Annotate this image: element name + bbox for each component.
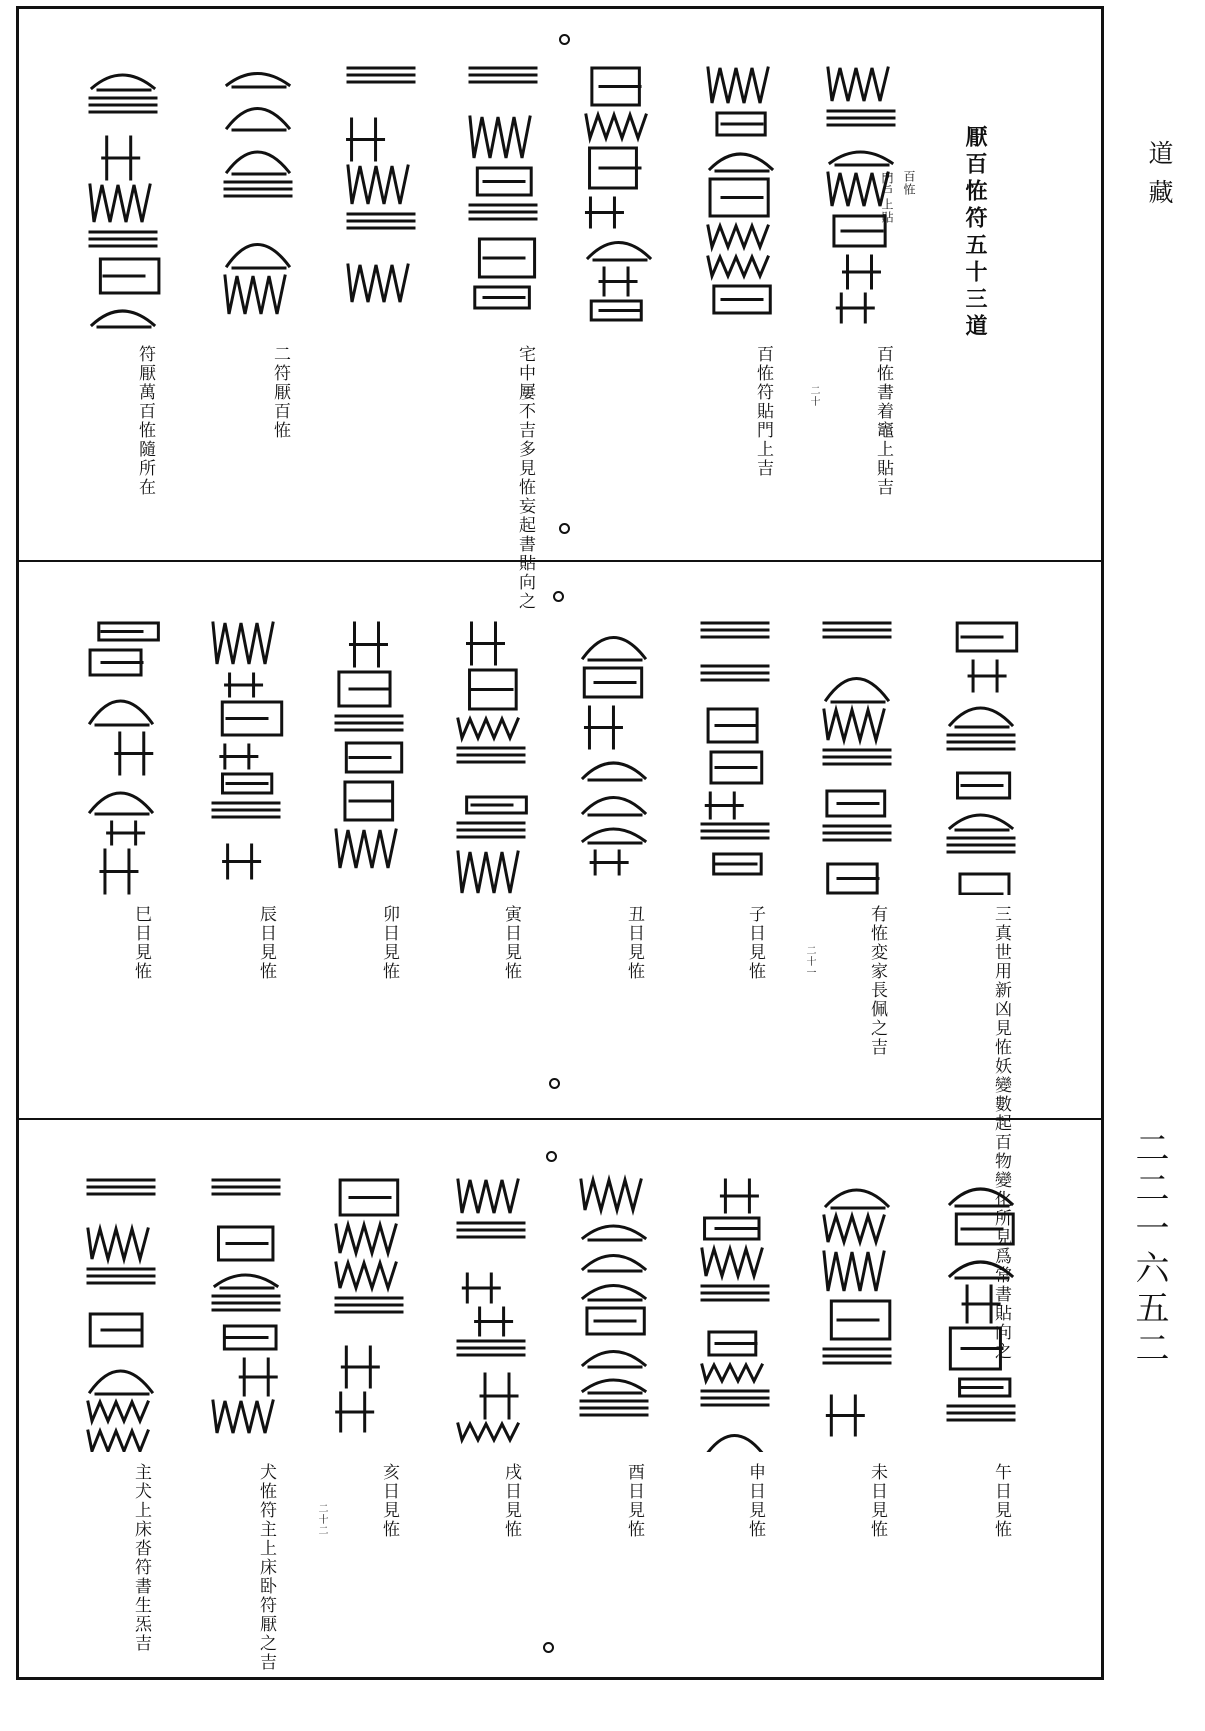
talisman-glyph [340, 60, 422, 332]
talisman-glyph [205, 615, 287, 895]
talisman-caption: 犬恠符主上床卧符厭之吉 [256, 1463, 276, 1672]
panel-divider [16, 560, 1104, 562]
talisman-caption: 辰日見恠 [256, 905, 276, 981]
talisman-stroke [458, 852, 518, 893]
folio-note: 二十 [808, 385, 819, 407]
talisman-stroke [708, 226, 768, 247]
talisman-glyph [80, 1172, 162, 1452]
talisman-glyph [82, 60, 164, 332]
talisman-glyph [450, 615, 532, 895]
talisman-glyph [940, 1172, 1022, 1452]
talisman-stroke [588, 243, 650, 259]
talisman-glyph [328, 1172, 410, 1452]
talisman-stroke [90, 1371, 152, 1392]
talisman-stroke [583, 1226, 645, 1238]
talisman-caption: 三真世用新凶見恠妖變數起百物變化所見爲常書貼向之 [991, 905, 1011, 1361]
binding-hole [546, 1151, 557, 1162]
talisman-stroke [586, 115, 646, 138]
talisman-stroke [88, 1229, 148, 1259]
talisman-caption: 宅中屢不吉多見恠妄起書貼向之 [515, 345, 535, 611]
talisman-stroke [88, 1431, 148, 1451]
talisman-stroke [90, 185, 150, 222]
talisman-caption: 有恠変家長佩之吉 [867, 905, 887, 1057]
talisman-glyph [578, 60, 660, 332]
talisman-stroke [824, 1252, 884, 1291]
talisman-caption: 申日見恠 [745, 1463, 765, 1539]
talisman-glyph [573, 1172, 655, 1452]
talisman-stroke [336, 1225, 396, 1253]
talisman-glyph [328, 615, 410, 895]
talisman-glyph [700, 60, 782, 332]
binding-hole [549, 1078, 560, 1089]
talisman-stroke [826, 679, 888, 701]
talisman-glyph [694, 615, 776, 895]
talisman-stroke [213, 623, 273, 664]
binding-hole [553, 591, 564, 602]
talisman-stroke [348, 265, 408, 302]
talisman-stroke [336, 1263, 396, 1288]
talisman-stroke [583, 638, 645, 659]
page-number: 二二一六五二 [1129, 1130, 1169, 1370]
talisman-stroke [702, 1249, 762, 1276]
panel-divider [16, 1118, 1104, 1120]
talisman-glyph [694, 1172, 776, 1452]
talisman-stroke [92, 75, 154, 88]
talisman-stroke [336, 830, 396, 868]
talisman-stroke [583, 1380, 645, 1391]
talisman-stroke [950, 815, 1012, 828]
talisman-stroke [227, 245, 289, 267]
talisman-stroke [227, 152, 289, 172]
folio-note: 二十二 [316, 1503, 327, 1536]
talisman-stroke [458, 1180, 518, 1213]
talisman-stroke [215, 1275, 277, 1286]
talisman-stroke [708, 68, 768, 103]
talisman-stroke [583, 829, 645, 841]
talisman-caption: 丑日見恠 [624, 905, 644, 981]
talisman-caption: 午日見恠 [991, 1463, 1011, 1539]
talisman-stroke [702, 1365, 762, 1381]
talisman-stroke [581, 1180, 641, 1210]
talisman-glyph [205, 1172, 287, 1452]
talisman-stroke [824, 710, 884, 740]
talisman-caption: 主犬上床沓符書生炁吉 [131, 1463, 151, 1653]
talisman-caption: 子日見恠 [745, 905, 765, 981]
talisman-glyph [450, 1172, 532, 1452]
talisman-stroke [950, 708, 1012, 725]
talisman-stroke [710, 154, 772, 169]
talisman-side-label: 門戶上貼 [880, 172, 894, 224]
talisman-glyph [816, 615, 898, 895]
talisman-stroke [583, 798, 645, 814]
talisman-stroke [828, 68, 888, 101]
talisman-stroke [227, 109, 289, 129]
talisman-stroke [950, 1262, 1012, 1276]
talisman-glyph [940, 615, 1022, 895]
talisman-stroke [950, 1189, 1012, 1204]
talisman-stroke [90, 701, 152, 723]
talisman-stroke [470, 117, 530, 158]
talisman-caption: 卯日見恠 [379, 905, 399, 981]
talisman-stroke [708, 257, 768, 276]
talisman-stroke [830, 152, 892, 163]
talisman-stroke [88, 1402, 148, 1421]
talisman-stroke [960, 874, 1009, 895]
talisman-stroke [824, 1216, 884, 1242]
binding-hole [559, 523, 570, 534]
talisman-stroke [225, 276, 285, 314]
talisman-caption: 寅日見恠 [501, 905, 521, 981]
talisman-stroke [348, 166, 408, 204]
talisman-stroke [826, 1190, 888, 1206]
talisman-glyph [217, 60, 299, 332]
talisman-caption: 巳日見恠 [131, 905, 151, 981]
talisman-glyph [80, 615, 162, 895]
talisman-stroke [583, 763, 645, 778]
talisman-caption: 未日見恠 [867, 1463, 887, 1539]
talisman-glyph [462, 60, 544, 332]
binding-hole [543, 1642, 554, 1653]
talisman-stroke [704, 1436, 766, 1453]
talisman-caption: 符厭萬百恠隨所在 [135, 345, 155, 497]
talisman-glyph [816, 1172, 898, 1452]
binding-hole [559, 34, 570, 45]
talisman-glyph [573, 615, 655, 895]
talisman-caption: 亥日見恠 [379, 1463, 399, 1539]
talisman-stroke [458, 719, 518, 738]
talisman-stroke [583, 1286, 645, 1299]
talisman-stroke [583, 1352, 645, 1366]
talisman-stroke [227, 74, 289, 86]
talisman-caption: 百恠符貼門上吉 [753, 345, 773, 478]
talisman-stroke [458, 1424, 518, 1440]
talisman-caption: 酉日見恠 [624, 1463, 644, 1539]
talisman-stroke [213, 1401, 273, 1433]
talisman-caption: 戌日見恠 [501, 1463, 521, 1539]
talisman-caption: 百恠書着竈上貼吉 [873, 345, 893, 497]
folio-note: 二十一 [804, 945, 815, 978]
talisman-caption: 二符厭百恠 [270, 345, 290, 440]
section-title: 厭百恠符五十三道 [962, 125, 988, 341]
collection-name: 道藏 [1145, 140, 1174, 218]
talisman-stroke [583, 1256, 645, 1270]
talisman-stroke [90, 793, 152, 812]
talisman-side-label: 百恠 [902, 170, 916, 196]
talisman-stroke [92, 311, 154, 325]
